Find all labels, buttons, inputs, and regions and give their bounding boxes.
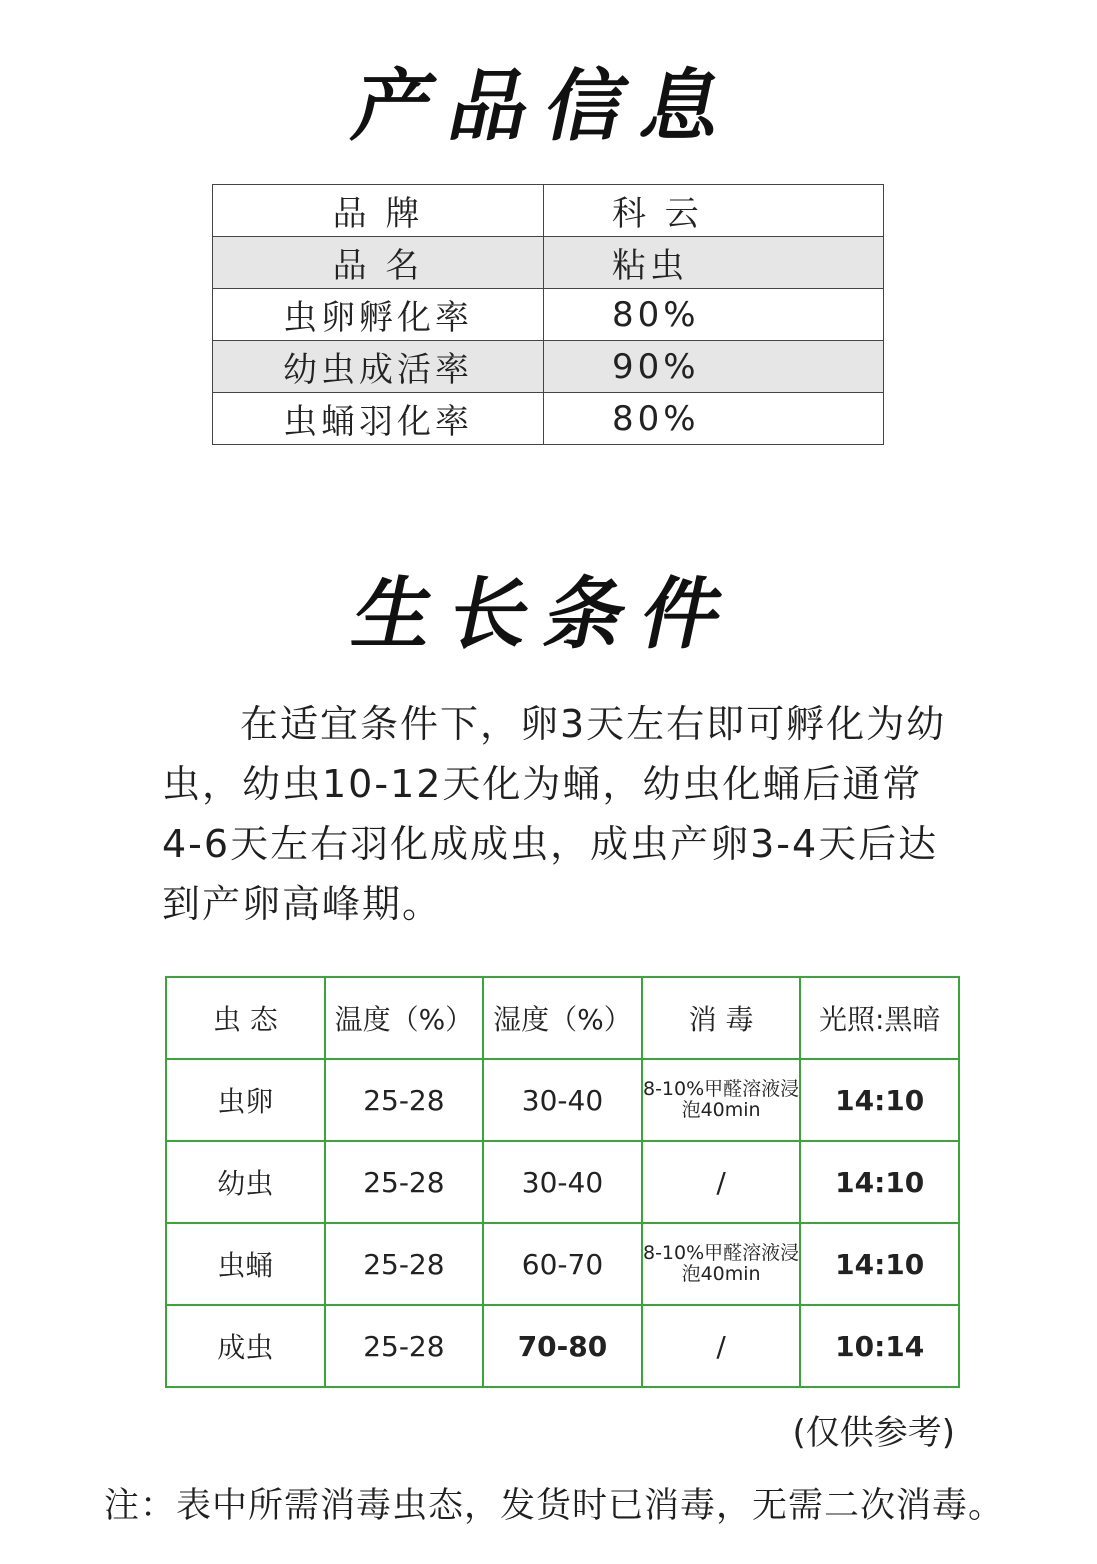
- disinfection-cell: 8-10%甲醛溶液浸泡40min: [642, 1223, 801, 1305]
- table-row: [166, 1305, 959, 1387]
- disinfection-cell: 8-10%甲醛溶液浸泡40min: [642, 1059, 801, 1141]
- reference-note: (仅供参考): [792, 1413, 955, 1453]
- stage-cell: 幼虫: [166, 1141, 325, 1223]
- header-humidity: 湿度（%）: [483, 977, 642, 1059]
- disinfection-cell: /: [642, 1305, 801, 1387]
- product-info-title: 产品信息: [345, 62, 749, 152]
- info-value: 90%: [544, 341, 884, 393]
- info-row: [213, 393, 884, 445]
- info-row: [213, 185, 884, 237]
- header-disinfection: 消 毒: [642, 977, 801, 1059]
- light-dark-cell: 14:10: [800, 1223, 959, 1305]
- header-stage: 虫 态: [166, 977, 325, 1059]
- info-value: 80%: [544, 393, 884, 445]
- info-key: 品 名: [213, 237, 544, 289]
- product-info-table: [212, 184, 884, 445]
- humidity-cell: 30-40: [483, 1059, 642, 1141]
- info-value: 80%: [544, 289, 884, 341]
- stage-cell: 成虫: [166, 1305, 325, 1387]
- info-row: [213, 289, 884, 341]
- info-key: 幼虫成活率: [213, 341, 544, 393]
- header-temperature: 温度（%）: [325, 977, 484, 1059]
- footer-note: 注：表中所需消毒虫态，发货时已消毒，无需二次消毒。: [104, 1486, 1005, 1526]
- temperature-cell: 25-28: [325, 1059, 484, 1141]
- table-header-row: [166, 977, 959, 1059]
- info-key: 虫卵孵化率: [213, 289, 544, 341]
- table-row: [166, 1059, 959, 1141]
- table-row: [166, 1223, 959, 1305]
- info-row: [213, 237, 884, 289]
- humidity-cell: 60-70: [483, 1223, 642, 1305]
- stage-cell: 虫卵: [166, 1059, 325, 1141]
- disinfection-cell: /: [642, 1141, 801, 1223]
- light-dark-cell: 14:10: [800, 1141, 959, 1223]
- light-dark-cell: 10:14: [800, 1305, 959, 1387]
- light-dark-cell: 14:10: [800, 1059, 959, 1141]
- header-light-dark: 光照:黑暗: [800, 977, 959, 1059]
- info-key: 虫蛹羽化率: [213, 393, 544, 445]
- info-value: 粘虫: [544, 237, 884, 289]
- temperature-cell: 25-28: [325, 1305, 484, 1387]
- temperature-cell: 25-28: [325, 1223, 484, 1305]
- growth-conditions-title: 生长条件: [345, 570, 749, 660]
- stage-cell: 虫蛹: [166, 1223, 325, 1305]
- growth-conditions-table: [165, 976, 960, 1388]
- table-row: [166, 1141, 959, 1223]
- info-value: 科 云: [544, 185, 884, 237]
- info-row: [213, 341, 884, 393]
- humidity-cell: 70-80: [483, 1305, 642, 1387]
- temperature-cell: 25-28: [325, 1141, 484, 1223]
- humidity-cell: 30-40: [483, 1141, 642, 1223]
- info-key: 品 牌: [213, 185, 544, 237]
- growth-description: 在适宜条件下，卵3天左右即可孵化为幼虫，幼虫10-12天化为蛹，幼虫化蛹后通常4-6天左右羽化成成虫，成虫产卵3-4天后达到产卵高峰期。: [162, 702, 947, 926]
